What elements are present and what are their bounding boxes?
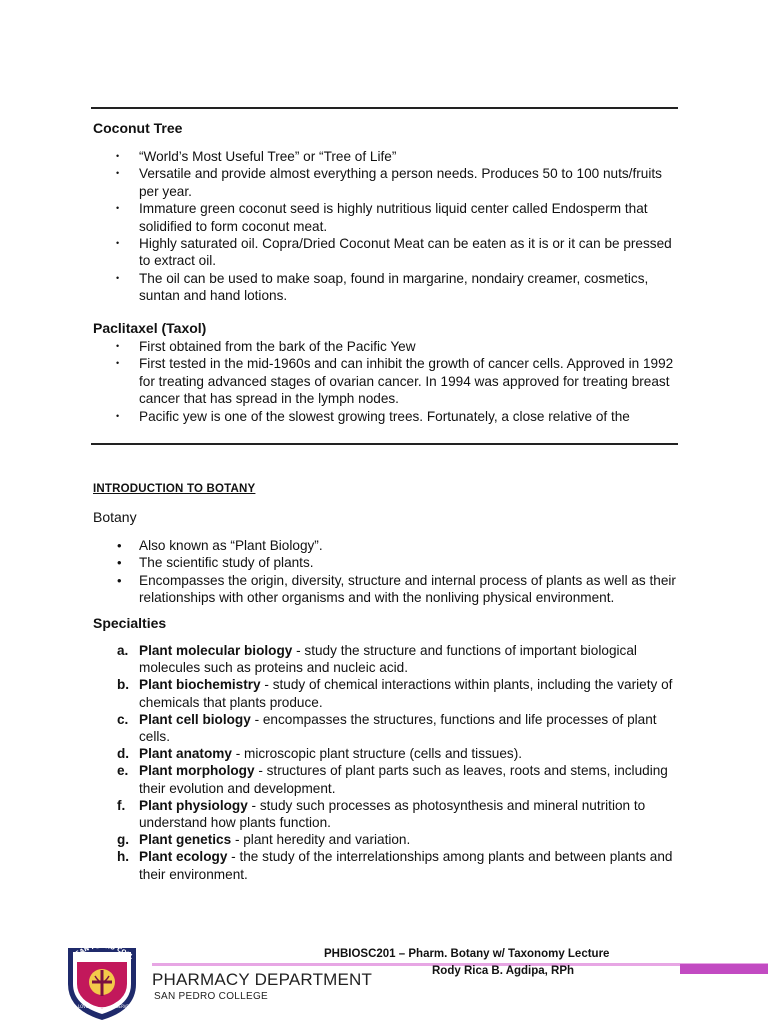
list-item: • “World’s Most Useful Tree” or “Tree of Life” (93, 148, 678, 165)
list-marker: g. (117, 832, 130, 848)
specialty-description: - study the structure and functions of important biological molecules such as proteins and nucleic acid. (139, 643, 637, 676)
department-name: PHARMACY DEPARTMENT (152, 970, 373, 989)
course-title: PHBIOSC201 – Pharm. Botany w/ Taxonomy Lecture (324, 948, 610, 960)
list-item (93, 676, 678, 710)
specialty-description: - the study of the interrelationships among plants and between plants and their environment. (139, 849, 673, 882)
specialty-description: - structures of plant parts such as leaves, roots and stems, including their evolution and development. (139, 763, 668, 796)
specialties-list (93, 642, 678, 883)
specialties-heading: Specialties (93, 615, 167, 631)
specialty-term: Plant biochemistry (139, 677, 261, 693)
list-item: • The scientific study of plants. (93, 554, 678, 571)
list-marker: h. (117, 849, 130, 865)
author-name: Rody Rica B. Agdipa, RPh (432, 965, 575, 977)
college-seal-icon (64, 940, 140, 1022)
specialty-description: - encompasses the structures, functions and life processes of plant cells. (139, 711, 657, 745)
list-item (93, 762, 678, 796)
list-item: • First obtained from the bark of the Pacific Yew (93, 338, 678, 355)
list-item (93, 711, 678, 745)
list-item (93, 848, 678, 882)
list-item: • The oil can be used to make soap, found in margarine, nondairy creamer, cosmetics, suntan and hand lotions. (93, 270, 678, 305)
specialty-term: Plant genetics (139, 832, 232, 848)
botany-list (93, 537, 678, 607)
list-marker: a. (117, 643, 129, 658)
specialty-term: Plant ecology (139, 849, 228, 865)
list-item (93, 831, 678, 848)
list-item: • Versatile and provide almost everything a person needs. Produces 50 to 100 nuts/fruits per year. (93, 165, 678, 200)
paclitaxel-list (93, 338, 678, 425)
specialty-description: - study of chemical interactions within plants, including the variety of chemicals that plants produce. (139, 677, 673, 710)
list-item: • First tested in the mid-1960s and can inhibit the growth of cancer cells. Approved in 1992 for treating advanced stages of ovarian cancer. In 1994 was approved for treating breast cancer that has spread in the lymph nodes. (93, 355, 678, 407)
botany-heading: Botany (93, 509, 137, 525)
specialty-term: Plant morphology (139, 763, 255, 779)
specialty-term: Plant anatomy (139, 746, 232, 762)
seal-left-text: LOVE (78, 1004, 89, 1009)
college-name: SAN PEDRO COLLEGE (154, 991, 269, 1002)
list-item (93, 797, 678, 831)
specialty-description: - study such processes as photosynthesis and mineral nutrition to understand how plants function. (139, 797, 646, 831)
coconut-heading: Coconut Tree (93, 120, 183, 136)
footer-accent-bar (680, 964, 768, 974)
specialty-description: - plant heredity and variation. (231, 832, 411, 848)
list-item (93, 745, 678, 762)
list-marker: f. (117, 797, 126, 813)
bottom-divider (91, 443, 678, 445)
coconut-list (93, 148, 678, 305)
seal-top-text: SAN PEDRO COLL (74, 942, 135, 961)
list-marker: b. (117, 677, 130, 693)
list-item: • Highly saturated oil. Copra/Dried Coconut Meat can be eaten as it is or it can be pressed to extract oil. (93, 235, 678, 270)
list-item (93, 642, 678, 676)
list-item: • Pacific yew is one of the slowest growing trees. Fortunately, a close relative of the (93, 408, 678, 425)
list-marker: d. (117, 746, 130, 762)
specialty-description: - microscopic plant structure (cells and tissues). (231, 746, 523, 762)
section-title: INTRODUCTION TO BOTANY (93, 483, 256, 495)
list-item: • Also known as “Plant Biology”. (93, 537, 678, 554)
specialty-term: Plant cell biology (139, 711, 251, 727)
list-item: • Encompasses the origin, diversity, structure and internal process of plants as well as their relationships with other organisms and with the nonliving physical environment. (93, 572, 678, 607)
top-divider (91, 107, 678, 109)
list-marker: e. (117, 763, 129, 779)
paclitaxel-heading: Paclitaxel (Taxol) (93, 320, 207, 336)
seal-right-text: SERVE (116, 1004, 129, 1009)
list-marker: c. (117, 711, 129, 727)
specialty-term: Plant physiology (139, 797, 248, 813)
list-item: • Immature green coconut seed is highly nutritious liquid center called Endosperm that solidified to form coconut meat. (93, 200, 678, 235)
specialty-term: Plant molecular biology (139, 643, 293, 658)
